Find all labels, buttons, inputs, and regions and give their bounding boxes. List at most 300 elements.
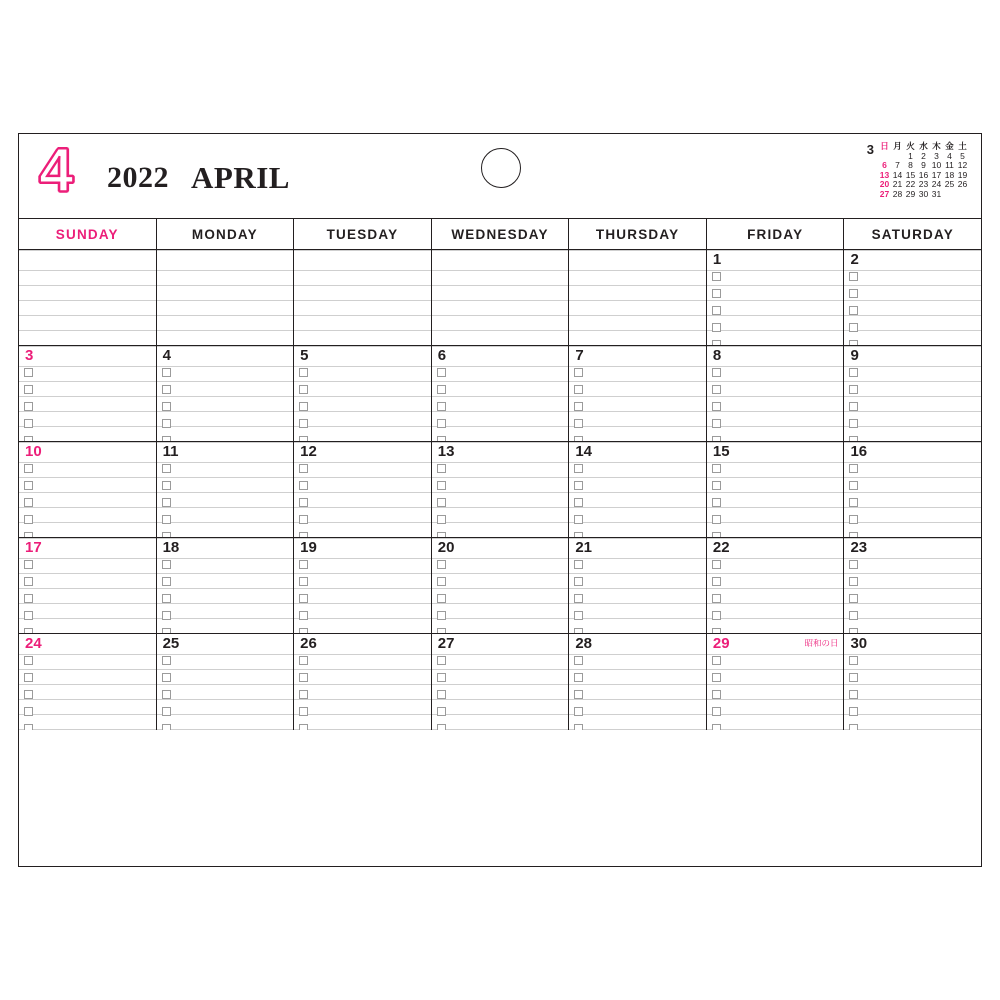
mini-dow-cell: 水	[919, 141, 928, 151]
task-checkbox[interactable]	[162, 515, 171, 524]
day-cell-24[interactable]	[19, 634, 157, 730]
task-checkbox[interactable]	[574, 594, 583, 603]
day-of-week-header	[19, 218, 981, 250]
mini-day-cell: 15	[905, 169, 916, 180]
task-checkbox[interactable]	[849, 385, 858, 394]
task-checkbox[interactable]	[437, 385, 446, 394]
task-checkbox-column	[712, 656, 721, 730]
day-cell-30[interactable]	[844, 634, 981, 730]
task-checkbox[interactable]	[712, 289, 721, 298]
task-checkbox[interactable]	[849, 515, 858, 524]
day-number: 12	[300, 443, 317, 460]
day-cell-17[interactable]	[19, 538, 157, 633]
mini-day-cell: 8	[908, 160, 913, 170]
task-checkbox[interactable]	[849, 498, 858, 507]
day-number: 4	[162, 347, 171, 364]
mini-day-cell: 3	[934, 150, 939, 161]
mini-day-cell: 23	[918, 179, 929, 189]
task-checkbox[interactable]	[574, 385, 583, 394]
task-checkbox[interactable]	[24, 481, 33, 490]
day-cell-4[interactable]	[157, 346, 295, 441]
day-number: 18	[162, 539, 180, 556]
day-cell-14[interactable]	[569, 442, 707, 537]
task-checkbox[interactable]	[437, 498, 446, 507]
task-checkbox[interactable]	[299, 481, 308, 490]
mini-month-week-row	[878, 190, 969, 200]
day-number: 29	[712, 635, 730, 652]
task-checkbox[interactable]	[574, 656, 583, 665]
task-checkbox[interactable]	[437, 560, 446, 569]
task-checkbox[interactable]	[437, 594, 446, 603]
calendar-sheet	[18, 133, 982, 867]
mini-day-cell	[943, 190, 956, 200]
task-checkbox[interactable]	[437, 577, 446, 586]
task-checkbox[interactable]	[712, 272, 721, 281]
task-checkbox[interactable]	[712, 532, 721, 537]
task-checkbox[interactable]	[162, 498, 171, 507]
task-checkbox[interactable]	[299, 594, 308, 603]
day-number: 19	[300, 539, 317, 556]
task-checkbox-column	[437, 464, 446, 537]
task-checkbox[interactable]	[24, 464, 33, 473]
task-checkbox-column	[574, 368, 583, 441]
day-cell-22[interactable]	[707, 538, 845, 633]
day-number: 13	[437, 443, 455, 460]
task-checkbox[interactable]	[574, 532, 583, 537]
task-checkbox-column	[162, 464, 171, 537]
year-label: 2022	[107, 161, 169, 194]
month-name-label: APRIL	[191, 160, 290, 195]
dow-header-monday: MONDAY	[157, 219, 295, 249]
day-number: 14	[575, 443, 592, 460]
mini-day-cell: 6	[882, 160, 887, 170]
day-number: 8	[712, 347, 722, 364]
day-number: 21	[575, 539, 592, 556]
day-cell-8[interactable]	[707, 346, 845, 441]
task-checkbox[interactable]	[849, 436, 858, 441]
task-checkbox[interactable]	[712, 481, 721, 490]
task-checkbox[interactable]	[162, 628, 171, 633]
task-checkbox[interactable]	[574, 577, 583, 586]
task-checkbox[interactable]	[299, 464, 308, 473]
task-checkbox[interactable]	[574, 368, 583, 377]
task-checkbox-column	[299, 656, 308, 730]
holiday-label: 昭和の日	[804, 638, 839, 648]
dow-header-wednesday: WEDNESDAY	[432, 219, 570, 249]
task-checkbox[interactable]	[24, 628, 33, 633]
mini-day-cell: 21	[892, 179, 903, 189]
dow-header-sunday: SUNDAY	[19, 219, 157, 249]
task-checkbox-column	[712, 560, 721, 633]
task-checkbox-column	[162, 656, 171, 730]
task-checkbox[interactable]	[574, 515, 583, 524]
task-checkbox-column	[437, 560, 446, 633]
punch-hole	[481, 148, 521, 188]
task-checkbox[interactable]	[849, 532, 858, 537]
day-cell-27[interactable]	[432, 634, 570, 730]
day-number: 17	[25, 539, 42, 556]
dow-header-saturday: SATURDAY	[871, 226, 954, 242]
day-cell-empty	[19, 250, 157, 345]
task-checkbox[interactable]	[162, 673, 171, 682]
task-checkbox-column	[437, 656, 446, 730]
mini-day-cell: 1	[908, 150, 913, 161]
task-checkbox[interactable]	[574, 673, 583, 682]
task-checkbox[interactable]	[712, 707, 721, 716]
task-checkbox[interactable]	[299, 628, 308, 633]
task-checkbox[interactable]	[437, 515, 446, 524]
task-checkbox[interactable]	[574, 690, 583, 699]
task-checkbox[interactable]	[162, 368, 171, 377]
day-number: 20	[437, 539, 455, 556]
task-checkbox[interactable]	[437, 368, 446, 377]
task-checkbox[interactable]	[437, 673, 446, 682]
task-checkbox[interactable]	[24, 656, 33, 665]
day-number: 26	[300, 635, 317, 652]
task-checkbox-column	[162, 368, 171, 441]
dow-header-friday: FRIDAY	[707, 219, 845, 249]
day-cell-19[interactable]	[294, 538, 432, 633]
day-cell-9[interactable]	[844, 346, 981, 441]
calendar-header	[19, 134, 981, 218]
day-cell-26[interactable]	[294, 634, 432, 730]
task-checkbox[interactable]	[24, 594, 33, 603]
task-checkbox[interactable]	[24, 560, 33, 569]
task-checkbox[interactable]	[574, 436, 583, 441]
mini-day-cell: 19	[957, 169, 968, 180]
task-checkbox[interactable]	[162, 560, 171, 569]
task-checkbox[interactable]	[437, 481, 446, 490]
task-checkbox[interactable]	[574, 628, 583, 633]
task-checkbox[interactable]	[162, 419, 171, 428]
task-checkbox[interactable]	[24, 673, 33, 682]
task-checkbox-column	[24, 656, 33, 730]
mini-day-cell: 28	[892, 188, 903, 199]
mini-day-cell: 24	[931, 179, 942, 189]
task-checkbox[interactable]	[712, 385, 721, 394]
task-checkbox[interactable]	[24, 532, 33, 537]
task-checkbox-column	[574, 656, 583, 730]
task-checkbox[interactable]	[712, 656, 721, 665]
day-cell-23[interactable]	[844, 538, 981, 633]
dow-header-tuesday: TUESDAY	[294, 219, 432, 249]
task-checkbox[interactable]	[849, 289, 858, 298]
task-checkbox[interactable]	[299, 656, 308, 665]
task-checkbox[interactable]	[24, 385, 33, 394]
mini-dow-cell: 土	[958, 141, 967, 151]
day-number: 10	[25, 443, 42, 460]
task-checkbox-column	[849, 656, 858, 730]
mini-day-cell: 4	[947, 150, 952, 161]
task-checkbox[interactable]	[299, 577, 308, 586]
task-checkbox[interactable]	[712, 306, 721, 315]
task-checkbox[interactable]	[162, 532, 171, 537]
task-checkbox[interactable]	[299, 385, 308, 394]
day-cell-3[interactable]	[19, 346, 157, 441]
task-checkbox[interactable]	[24, 724, 33, 730]
task-checkbox[interactable]	[849, 464, 858, 473]
task-checkbox[interactable]	[712, 594, 721, 603]
mini-day-cell: 14	[892, 169, 903, 180]
task-checkbox-column	[712, 272, 721, 345]
day-cell-12[interactable]	[294, 442, 432, 537]
day-number: 6	[437, 347, 447, 364]
day-cell-29[interactable]	[707, 634, 845, 730]
mini-dow-cell: 火	[906, 141, 915, 151]
mini-month-table	[878, 142, 969, 199]
task-checkbox[interactable]	[299, 560, 308, 569]
day-cell-10[interactable]	[19, 442, 157, 537]
day-cell-13[interactable]	[432, 442, 570, 537]
task-checkbox[interactable]	[712, 628, 721, 633]
day-number: 23	[850, 539, 868, 556]
task-checkbox-column	[849, 560, 858, 633]
task-checkbox[interactable]	[437, 707, 446, 716]
task-checkbox[interactable]	[574, 611, 583, 620]
task-checkbox[interactable]	[437, 628, 446, 633]
task-checkbox[interactable]	[712, 323, 721, 332]
task-checkbox[interactable]	[24, 436, 33, 441]
task-checkbox-column	[574, 464, 583, 537]
dow-header-thursday: THURSDAY	[569, 219, 707, 249]
task-checkbox[interactable]	[712, 724, 721, 730]
day-cell-empty	[294, 250, 432, 345]
calendar-week-row	[19, 538, 981, 634]
task-checkbox[interactable]	[712, 577, 721, 586]
task-checkbox[interactable]	[712, 402, 721, 411]
task-checkbox[interactable]	[24, 611, 33, 620]
task-checkbox[interactable]	[162, 577, 171, 586]
task-checkbox[interactable]	[299, 515, 308, 524]
task-checkbox[interactable]	[574, 724, 583, 730]
task-checkbox[interactable]	[849, 707, 858, 716]
task-checkbox-column	[24, 560, 33, 633]
task-checkbox[interactable]	[24, 515, 33, 524]
day-cell-11[interactable]	[157, 442, 295, 537]
mini-day-cell: 17	[931, 169, 942, 180]
day-number: 27	[437, 635, 455, 652]
task-checkbox[interactable]	[712, 340, 721, 345]
day-cell-2[interactable]	[844, 250, 981, 345]
task-checkbox[interactable]	[299, 724, 308, 730]
day-cell-28[interactable]	[569, 634, 707, 730]
task-checkbox[interactable]	[437, 724, 446, 730]
task-checkbox[interactable]	[437, 690, 446, 699]
mini-day-cell: 10	[931, 160, 942, 170]
calendar-week-row	[19, 346, 981, 442]
task-checkbox[interactable]	[849, 272, 858, 281]
task-checkbox[interactable]	[712, 690, 721, 699]
day-cell-15[interactable]	[707, 442, 845, 537]
task-checkbox[interactable]	[24, 402, 33, 411]
task-checkbox[interactable]	[712, 436, 721, 441]
task-checkbox[interactable]	[162, 724, 171, 730]
task-checkbox[interactable]	[849, 402, 858, 411]
task-checkbox[interactable]	[437, 419, 446, 428]
mini-month-number: 3	[866, 142, 874, 157]
month-number-display: 4	[39, 136, 74, 205]
day-number: 1	[712, 251, 722, 268]
day-cell-6[interactable]	[432, 346, 570, 441]
day-number: 24	[25, 635, 42, 652]
task-checkbox[interactable]	[574, 464, 583, 473]
day-number: 7	[575, 347, 584, 364]
task-checkbox[interactable]	[849, 419, 858, 428]
task-checkbox[interactable]	[849, 368, 858, 377]
task-checkbox[interactable]	[24, 690, 33, 699]
day-cell-1[interactable]	[707, 250, 845, 345]
day-cell-18[interactable]	[157, 538, 295, 633]
mini-day-cell: 5	[960, 150, 965, 161]
task-checkbox[interactable]	[712, 515, 721, 524]
task-checkbox-column	[849, 272, 858, 345]
task-checkbox[interactable]	[437, 464, 446, 473]
task-checkbox[interactable]	[437, 532, 446, 537]
task-checkbox[interactable]	[849, 481, 858, 490]
day-cell-7[interactable]	[569, 346, 707, 441]
task-checkbox[interactable]	[162, 656, 171, 665]
task-checkbox[interactable]	[162, 385, 171, 394]
task-checkbox-column	[299, 464, 308, 537]
task-checkbox[interactable]	[437, 656, 446, 665]
task-checkbox-column	[712, 464, 721, 537]
task-checkbox[interactable]	[574, 419, 583, 428]
mini-day-cell: 29	[905, 188, 916, 199]
task-checkbox-column	[24, 368, 33, 441]
task-checkbox[interactable]	[437, 436, 446, 441]
task-checkbox[interactable]	[849, 306, 858, 315]
mini-dow-cell: 日	[880, 141, 889, 151]
task-checkbox[interactable]	[849, 656, 858, 665]
day-number: 3	[25, 347, 34, 364]
task-checkbox[interactable]	[24, 419, 33, 428]
day-number: 28	[575, 635, 592, 652]
task-checkbox-column	[712, 368, 721, 441]
mini-day-cell: 16	[918, 169, 929, 180]
day-cell-25[interactable]	[157, 634, 295, 730]
task-checkbox[interactable]	[712, 560, 721, 569]
mini-day-cell: 31	[931, 188, 942, 199]
task-checkbox[interactable]	[849, 560, 858, 569]
task-checkbox[interactable]	[162, 707, 171, 716]
task-checkbox[interactable]	[437, 402, 446, 411]
day-cell-20[interactable]	[432, 538, 570, 633]
task-checkbox[interactable]	[574, 402, 583, 411]
task-checkbox[interactable]	[24, 368, 33, 377]
task-checkbox[interactable]	[299, 402, 308, 411]
task-checkbox[interactable]	[299, 436, 308, 441]
task-checkbox[interactable]	[849, 323, 858, 332]
calendar-grid	[19, 250, 981, 730]
task-checkbox[interactable]	[299, 707, 308, 716]
day-number: 15	[712, 443, 730, 460]
mini-day-cell: 11	[945, 160, 954, 170]
task-checkbox[interactable]	[162, 402, 171, 411]
task-checkbox[interactable]	[299, 498, 308, 507]
task-checkbox[interactable]	[712, 464, 721, 473]
task-checkbox-column	[574, 560, 583, 633]
task-checkbox[interactable]	[574, 498, 583, 507]
task-checkbox[interactable]	[849, 340, 858, 345]
task-checkbox[interactable]	[574, 560, 583, 569]
day-number: 16	[850, 443, 868, 460]
mini-day-cell: 13	[879, 169, 890, 180]
mini-day-cell: 30	[918, 188, 929, 199]
task-checkbox[interactable]	[24, 707, 33, 716]
task-checkbox[interactable]	[849, 724, 858, 730]
task-checkbox-column	[849, 464, 858, 537]
task-checkbox-column	[24, 464, 33, 537]
task-checkbox[interactable]	[162, 690, 171, 699]
task-checkbox[interactable]	[849, 611, 858, 620]
calendar-week-row	[19, 634, 981, 730]
task-checkbox[interactable]	[712, 368, 721, 377]
task-checkbox[interactable]	[849, 628, 858, 633]
task-checkbox[interactable]	[712, 673, 721, 682]
task-checkbox[interactable]	[299, 673, 308, 682]
day-cell-5[interactable]	[294, 346, 432, 441]
task-checkbox[interactable]	[712, 498, 721, 507]
task-checkbox[interactable]	[24, 498, 33, 507]
mini-dow-cell: 木	[932, 141, 941, 151]
task-checkbox[interactable]	[712, 419, 721, 428]
task-checkbox[interactable]	[162, 436, 171, 441]
task-checkbox[interactable]	[162, 611, 171, 620]
task-checkbox-column	[299, 368, 308, 441]
task-checkbox[interactable]	[437, 611, 446, 620]
mini-day-cell: 18	[944, 169, 955, 180]
mini-day-cell: 20	[879, 179, 890, 189]
mini-day-cell: 2	[921, 150, 926, 161]
mini-day-cell	[956, 190, 969, 200]
task-checkbox[interactable]	[162, 481, 171, 490]
day-cell-empty	[432, 250, 570, 345]
task-checkbox-column	[849, 368, 858, 441]
mini-day-cell: 7	[895, 160, 900, 170]
task-checkbox[interactable]	[574, 707, 583, 716]
task-checkbox[interactable]	[299, 419, 308, 428]
calendar-week-row	[19, 250, 981, 346]
task-checkbox[interactable]	[299, 368, 308, 377]
day-cell-21[interactable]	[569, 538, 707, 633]
day-number: 9	[850, 347, 859, 364]
task-checkbox[interactable]	[24, 577, 33, 586]
day-number: 25	[162, 635, 180, 652]
day-number: 22	[712, 539, 730, 556]
task-checkbox[interactable]	[574, 481, 583, 490]
task-checkbox[interactable]	[849, 690, 858, 699]
day-cell-16[interactable]	[844, 442, 981, 537]
day-number: 11	[162, 443, 179, 460]
mini-dow-cell: 金	[945, 141, 954, 151]
task-checkbox[interactable]	[712, 611, 721, 620]
task-checkbox[interactable]	[162, 594, 171, 603]
task-checkbox[interactable]	[299, 532, 308, 537]
mini-day-cell: 27	[879, 188, 890, 199]
task-checkbox[interactable]	[849, 577, 858, 586]
day-cell-empty	[569, 250, 707, 345]
mini-day-cell: 12	[957, 160, 968, 170]
task-checkbox[interactable]	[299, 690, 308, 699]
task-checkbox[interactable]	[299, 611, 308, 620]
task-checkbox[interactable]	[162, 464, 171, 473]
task-checkbox-column	[299, 560, 308, 633]
task-checkbox[interactable]	[849, 673, 858, 682]
task-checkbox-column	[162, 560, 171, 633]
task-checkbox[interactable]	[849, 594, 858, 603]
mini-day-cell: 26	[957, 179, 968, 189]
calendar-week-row	[19, 442, 981, 538]
